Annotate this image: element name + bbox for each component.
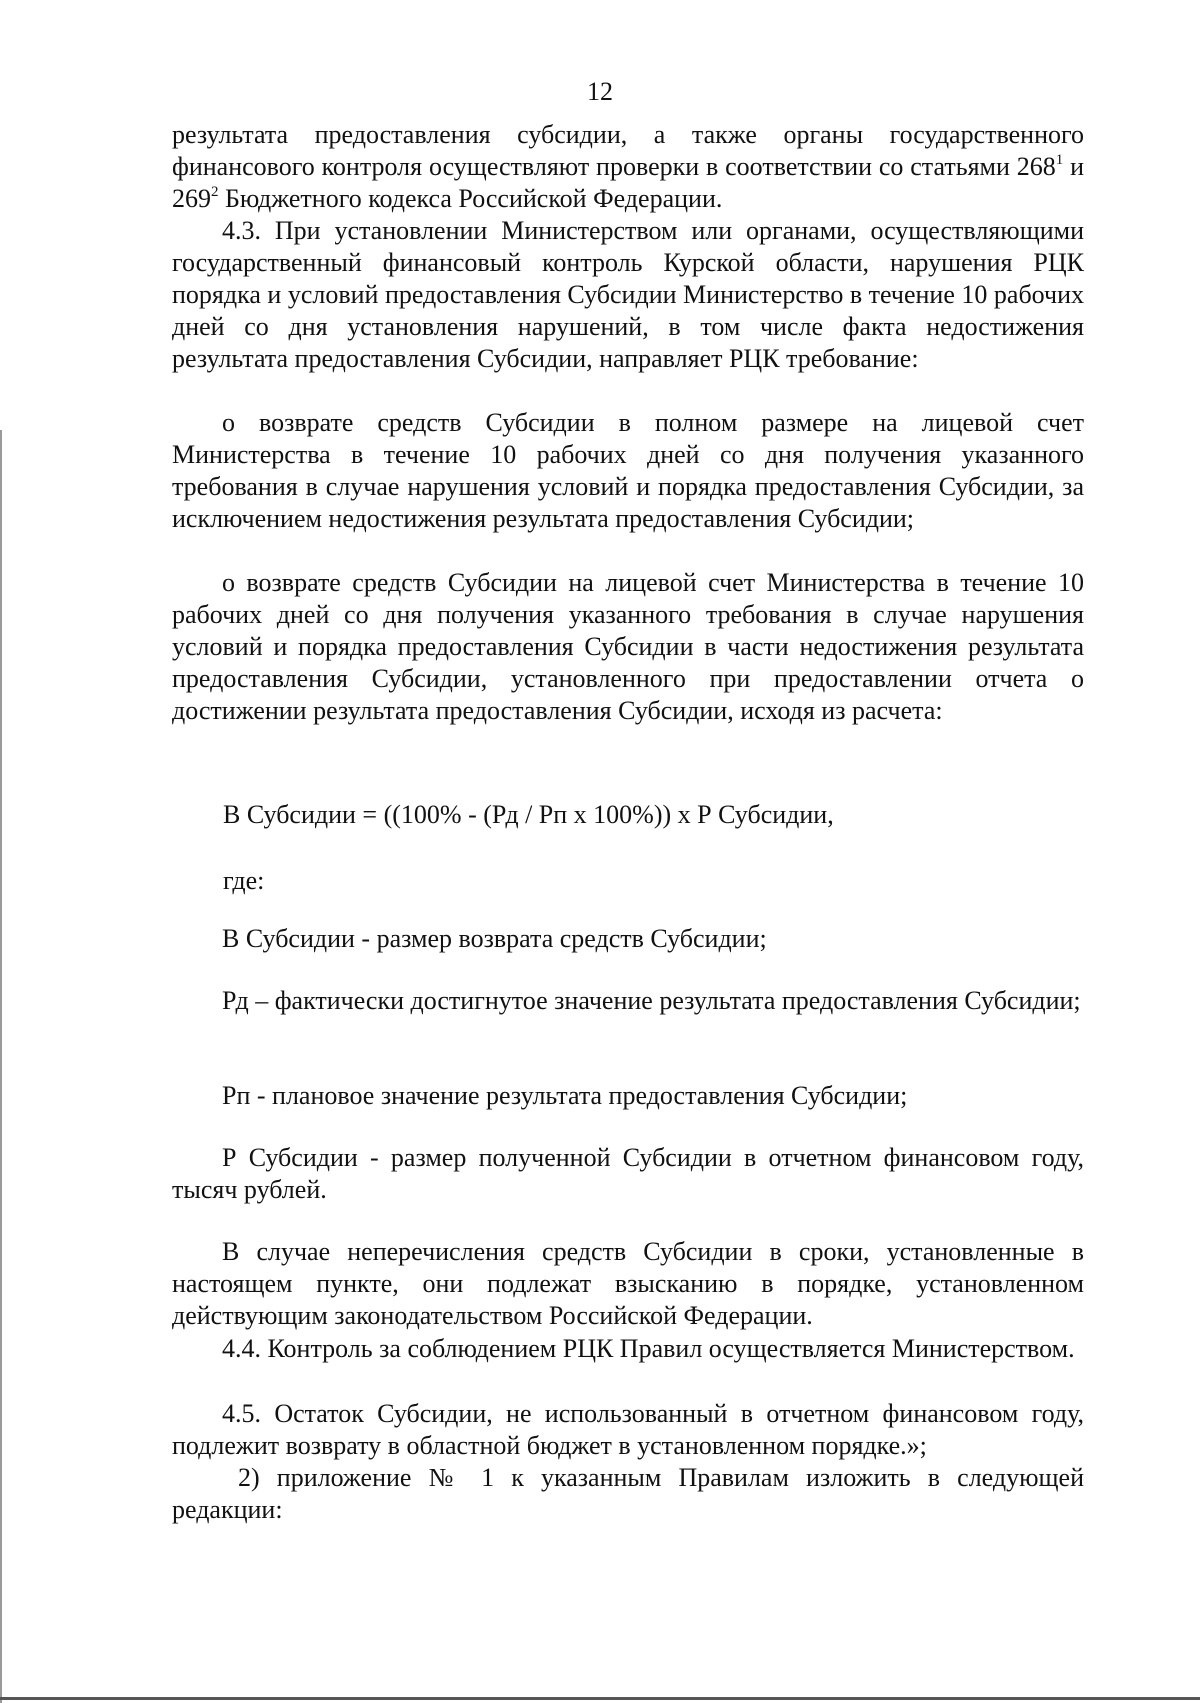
paragraph-text: результата предоставления субсидии, а также органы государственного финансового контроля осуществляют проверки в соответствии со статьями [172,120,1084,181]
scan-edge-left [0,430,2,1703]
paragraph-tail-text: Бюджетного кодекса Российской Федерации. [218,184,723,213]
paragraph-recovery: В случае неперечисления средств Субсидии в сроки, установленные в настоящем пункте, они подлежат взысканию в порядке, установленном действующим законодательством Российской Федерации. [172,1237,1084,1330]
page-number: 12 [587,77,613,106]
paragraph-continuation [172,119,1084,215]
conjunction-text: и [1063,152,1085,181]
paragraph-full-return: о возврате средств Субсидии в полном размере на лицевой счет Министерства в течение 10 рабочих дней со дня получения указанного требования в случае нарушения условий и порядка предоставления Субсидии, за исключением недостижения результата предоставления Субсидии; [172,408,1084,533]
scan-edge-bottom [0,1697,1200,1700]
article-ref-2: 269 [172,184,211,213]
paragraph-partial-return: о возврате средств Субсидии на лицевой счет Министерства в течение 10 рабочих дней со дня получения указанного требования в случае нарушения условий и порядка предоставления Субсидии в части недостижения результата предоставления Субсидии, установленного при предоставлении отчета о достижении результата предоставления Субсидии, исходя из расчета: [172,568,1084,725]
paragraph-4-5: 4.5. Остаток Субсидии, не использованный в отчетном финансовом году, подлежит возврату в областной бюджет в установленном порядке.»; [172,1399,1084,1460]
paragraph-appendix: 2) приложение № 1 к указанным Правилам изложить в следующей редакции: [172,1463,1084,1524]
definition-rp: Рп - плановое значение результата предоставления Субсидии; [222,1081,908,1110]
article-ref-2-superscript: 2 [211,184,219,200]
where-label: где: [223,866,265,895]
paragraph-4-4: 4.4. Контроль за соблюдением РЦК Правил осуществляется Министерством. [222,1334,1075,1363]
formula: В Субсидии = ((100% - (Рд / Рп х 100%)) х Р Субсидии, [223,800,834,829]
article-ref-1-superscript: 1 [1055,152,1064,168]
formula-block [172,799,1084,831]
definition-r-subsidy: Р Субсидии - размер полученной Субсидии в отчетном финансовом году, тысяч рублей. [172,1143,1084,1204]
definition-rd: Рд – фактически достигнутое значение результата предоставления Субсидии; [222,986,1081,1015]
paragraph-4-3: 4.3. При установлении Министерством или органами, осуществляющими государственный финансовый контроль Курской области, нарушения РЦК порядка и условий предоставления Субсидии Министерство в течение 10 рабочих дней со дня установления нарушений, в том числе факта недостижения результата предоставления Субсидии, направляет РЦК требование: [172,216,1084,373]
definition-v-subsidy: В Субсидии - размер возврата средств Субсидии; [222,924,767,953]
article-ref-1: 268 [1016,152,1056,181]
